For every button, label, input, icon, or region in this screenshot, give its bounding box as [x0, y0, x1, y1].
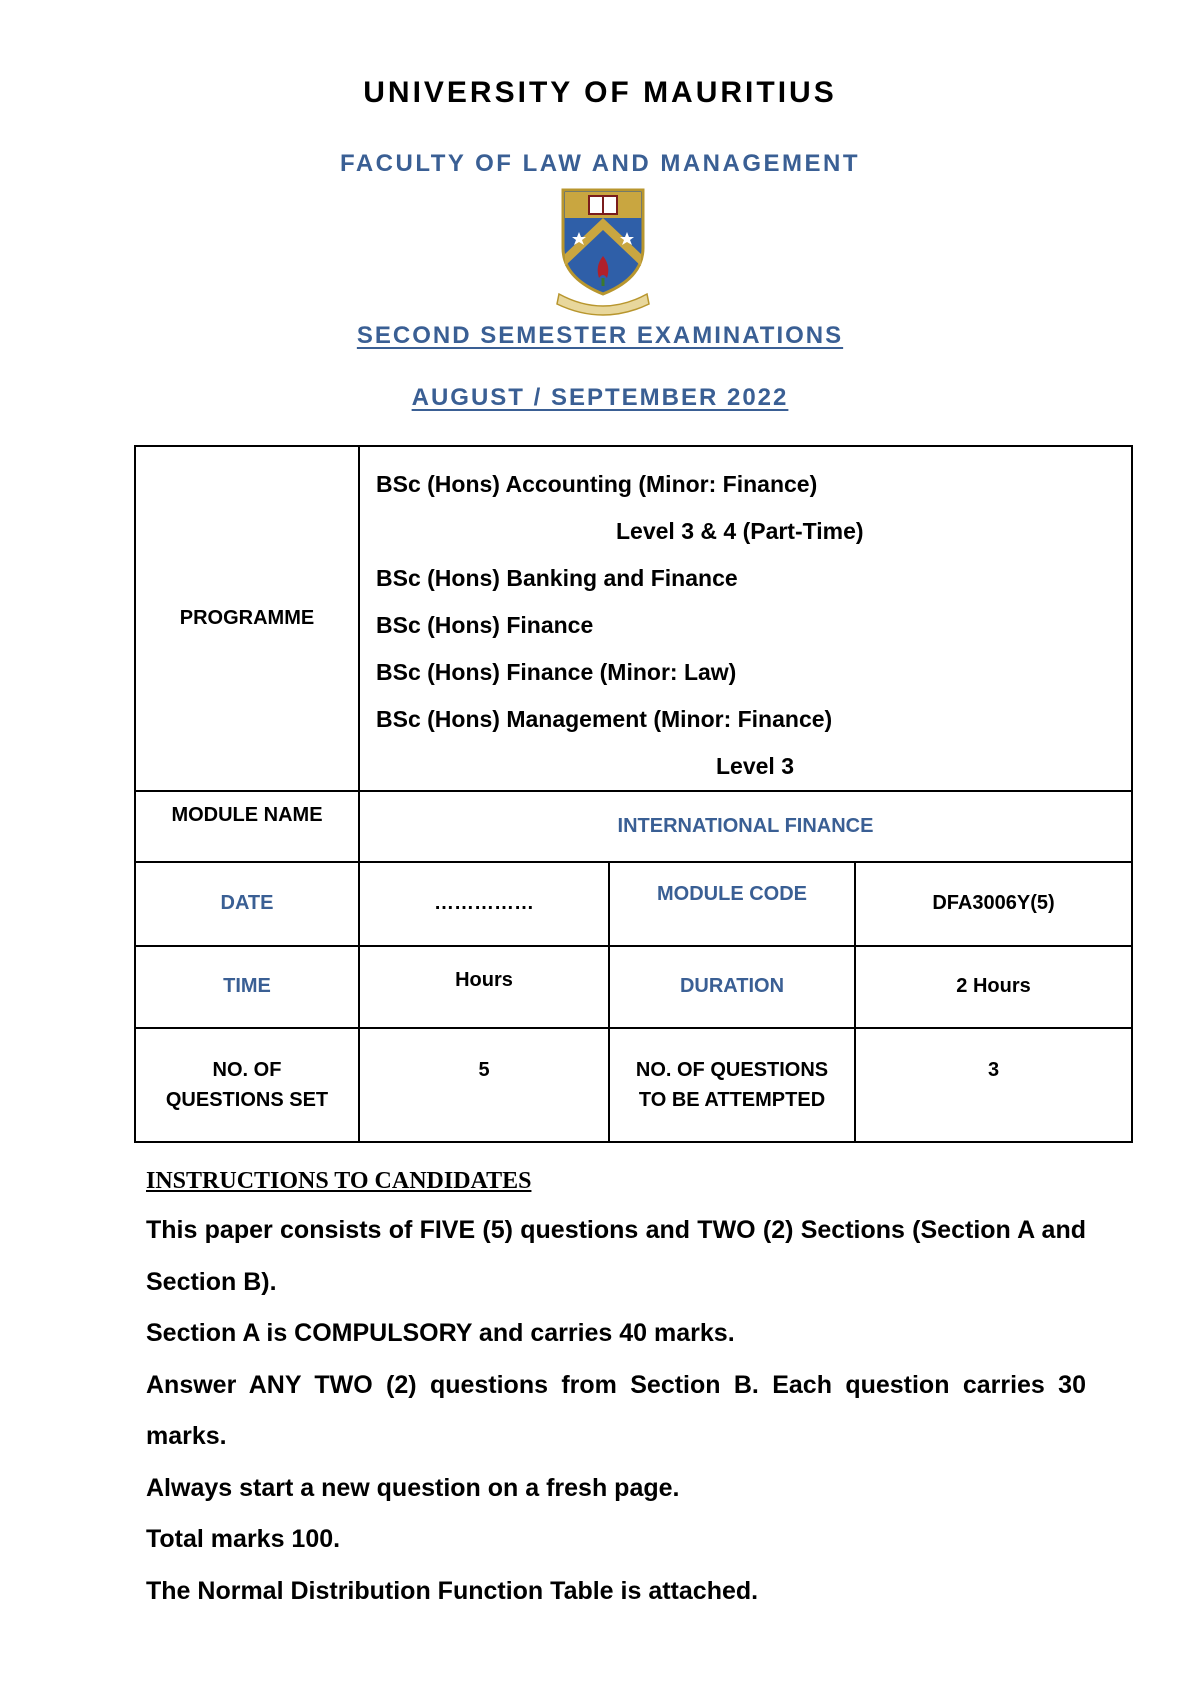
questions-attempt-label-line: TO BE ATTEMPTED: [638, 1088, 826, 1111]
questions-set-label-line: QUESTIONS SET: [165, 1088, 329, 1111]
university-crest-icon: [555, 186, 651, 316]
time-value: Hours: [359, 946, 609, 1028]
module-name-value: INTERNATIONAL FINANCE: [359, 791, 1132, 861]
programme-list: [359, 446, 1132, 791]
module-name-row: [135, 791, 1132, 861]
questions-set-label: [135, 1028, 359, 1142]
exam-session: AUGUST / SEPTEMBER 2022: [411, 384, 789, 411]
date-row: [135, 862, 1132, 946]
duration-value: 2 Hours: [855, 946, 1132, 1028]
programme-label: PROGRAMME: [135, 446, 359, 791]
time-row: [135, 946, 1132, 1028]
date-value: ……………: [359, 862, 609, 946]
module-name-label: MODULE NAME: [135, 791, 359, 861]
programme-line: BSc (Hons) Banking and Finance: [376, 565, 738, 591]
exam-title: SECOND SEMESTER EXAMINATIONS: [356, 322, 844, 349]
programme-line: BSc (Hons) Management (Minor: Finance): [376, 706, 833, 732]
faculty-title: FACULTY OF LAW AND MANAGEMENT: [339, 150, 861, 177]
instruction-line: Answer ANY TWO (2) questions from Section B. Each question carries 30 marks.: [146, 1370, 1086, 1450]
instruction-line: This paper consists of FIVE (5) questions and TWO (2) Sections (Section A and Section B).: [146, 1216, 1086, 1296]
questions-attempt-label: [609, 1028, 855, 1142]
programme-row: [135, 446, 1132, 791]
programme-line: BSc (Hons) Accounting (Minor: Finance): [376, 471, 818, 497]
module-code-label: MODULE CODE: [609, 862, 855, 946]
instruction-line: Always start a new question on a fresh page.: [146, 1473, 680, 1502]
questions-attempt-label-line: NO. OF QUESTIONS: [635, 1058, 829, 1081]
questions-set-value: 5: [359, 1028, 609, 1142]
instruction-line: Section A is COMPULSORY and carries 40 marks.: [146, 1319, 735, 1347]
questions-attempt-value: 3: [855, 1028, 1132, 1142]
questions-row: [135, 1028, 1132, 1142]
programme-line: BSc (Hons) Finance: [376, 612, 594, 638]
exam-info-table: [134, 445, 1133, 1143]
date-label: DATE: [135, 862, 359, 946]
instruction-line: The Normal Distribution Function Table is attached.: [146, 1576, 759, 1605]
instructions: [146, 1168, 1086, 1617]
questions-set-label-line: NO. OF: [212, 1058, 282, 1081]
programme-line: BSc (Hons) Finance (Minor: Law): [376, 659, 737, 685]
university-title: UNIVERSITY OF MAURITIUS: [363, 76, 837, 109]
programme-level: Level 3 & 4 (Part-Time): [616, 518, 864, 544]
module-code-value: DFA3006Y(5): [855, 862, 1132, 946]
instruction-line: Total marks 100.: [146, 1525, 341, 1553]
time-label: TIME: [135, 946, 359, 1028]
programme-level: Level 3: [716, 753, 794, 779]
duration-label: DURATION: [609, 946, 855, 1028]
instructions-heading: INSTRUCTIONS TO CANDIDATES: [146, 1168, 532, 1194]
